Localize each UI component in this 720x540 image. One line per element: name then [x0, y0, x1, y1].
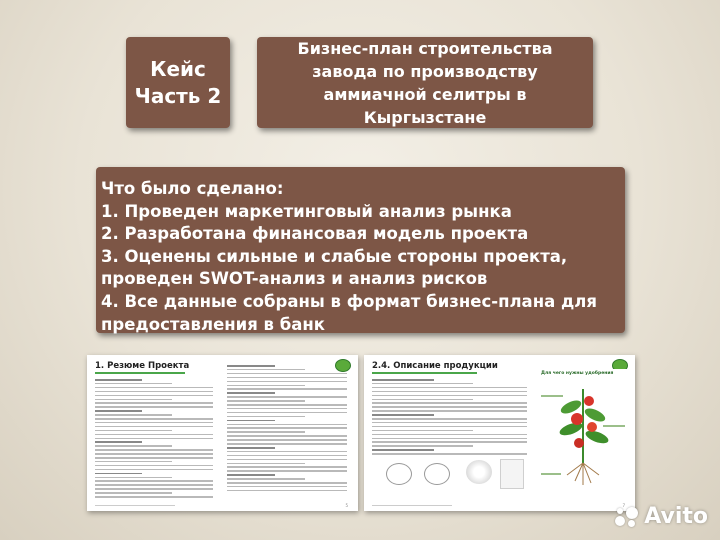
- fertilizer-diagram: [537, 369, 629, 499]
- doc-text-line: [95, 473, 142, 475]
- doc-text-line: [95, 488, 213, 490]
- avito-watermark: [614, 503, 708, 529]
- doc-text-line: [95, 387, 213, 389]
- doc-text-line: [372, 453, 527, 455]
- doc-text-line: [95, 445, 172, 447]
- doc-text-line: [95, 418, 213, 420]
- doc-text-line: [227, 435, 347, 437]
- doc-text-line: [227, 455, 347, 457]
- chemical-formula-icon: [386, 463, 412, 485]
- doc-text-line: [227, 365, 275, 367]
- doc-title: 2.4. Описание продукции: [372, 361, 498, 371]
- doc-text-line: [95, 441, 142, 443]
- doc-text-line: [227, 385, 305, 387]
- work-done-item: 4. Все данные собраны в формат бизнес-плана для: [101, 291, 597, 311]
- doc-text-line: [227, 420, 275, 422]
- work-done-heading: Что было сделано:: [101, 179, 284, 198]
- doc-text-line: [95, 410, 142, 412]
- doc-text-line: [95, 469, 213, 471]
- doc-text-line: [227, 369, 305, 371]
- doc-text-line: [372, 391, 527, 393]
- doc-text-line: [95, 484, 213, 486]
- doc-text-line: [95, 492, 172, 494]
- doc-text-line: [95, 496, 213, 498]
- doc-title-underline: [95, 372, 185, 374]
- doc-text-line: [372, 438, 527, 440]
- doc-title-underline: [372, 372, 477, 374]
- doc-text-line: [227, 431, 305, 433]
- doc-text-line: [227, 424, 347, 426]
- doc-text-line: [227, 447, 275, 449]
- fertilizer-powder-image: [466, 460, 492, 484]
- document-thumbnail-product: [364, 355, 635, 511]
- doc-text-line: [372, 445, 473, 447]
- doc-text-line: [227, 474, 275, 476]
- avito-watermark-text: Avito: [644, 503, 708, 529]
- work-done-item: 3. Оценены сильные и слабые стороны проекта,: [101, 246, 568, 266]
- case-card: [126, 37, 230, 128]
- doc-text-line: [95, 383, 172, 385]
- work-done-card: [96, 167, 625, 333]
- doc-page-number: 5: [345, 503, 348, 508]
- doc-text-line: [227, 482, 347, 484]
- doc-text-line: [95, 426, 213, 428]
- doc-text-line: [95, 434, 213, 436]
- doc-text-line: [227, 443, 347, 445]
- part-label: Часть 2: [134, 83, 222, 108]
- doc-text-line: [227, 412, 347, 414]
- doc-text-line: [372, 399, 473, 401]
- doc-text-line: [95, 457, 213, 459]
- doc-text-line: [227, 416, 305, 418]
- work-done-item: 1. Проведен маркетинговый анализ рынка: [101, 201, 512, 221]
- chemical-formula-icon: [424, 463, 450, 485]
- diagram-title: Для чего нужны удобрения: [541, 371, 614, 376]
- doc-footer: [372, 505, 452, 506]
- plant-illustration-icon: [537, 377, 629, 497]
- doc-text-line: [95, 453, 213, 455]
- doc-text-line: [227, 408, 347, 410]
- fertilizer-bag-image: [500, 459, 524, 489]
- doc-text-line: [227, 400, 305, 402]
- doc-text-line: [95, 399, 172, 401]
- doc-text-line: [227, 404, 347, 406]
- doc-text-line: [227, 381, 347, 383]
- doc-text-line: [95, 480, 213, 482]
- doc-text-line: [95, 430, 172, 432]
- case-label: Кейс: [150, 56, 206, 81]
- doc-page-number: 7: [622, 503, 625, 508]
- doc-text-line: [372, 426, 527, 428]
- doc-text-line: [95, 379, 142, 381]
- doc-text-line: [227, 459, 347, 461]
- doc-text-line: [227, 490, 347, 492]
- doc-text-line: [95, 391, 213, 393]
- doc-text-line: [372, 422, 527, 424]
- doc-text-line: [95, 449, 213, 451]
- doc-text-line: [95, 395, 213, 397]
- doc-text-line: [227, 478, 305, 480]
- doc-text-line: [372, 441, 527, 443]
- doc-footer: [95, 505, 175, 506]
- doc-text-line: [95, 422, 213, 424]
- doc-text-line: [372, 402, 527, 404]
- doc-text-line: [227, 373, 347, 375]
- company-logo-icon: [335, 359, 351, 372]
- doc-text-line: [372, 434, 527, 436]
- doc-text-line: [227, 388, 347, 390]
- doc-text-line: [227, 396, 347, 398]
- work-done-item: проведен SWOT-анализ и анализ рисков: [101, 269, 488, 289]
- work-done-item: предоставления в банк: [101, 314, 325, 334]
- doc-text-line: [227, 377, 347, 379]
- doc-text-line: [227, 486, 347, 488]
- doc-text-line: [227, 427, 347, 429]
- doc-text-line: [372, 387, 527, 389]
- doc-text-line: [372, 379, 434, 381]
- doc-text-line: [372, 383, 473, 385]
- project-title: Бизнес-план строительства завода по производству аммиачной селитры в Кыргызстане: [297, 38, 553, 127]
- doc-text-line: [227, 439, 347, 441]
- doc-text-line: [95, 414, 172, 416]
- doc-text-line: [372, 430, 473, 432]
- doc-text-line: [95, 477, 172, 479]
- doc-text-line: [95, 465, 213, 467]
- doc-text-line: [227, 470, 347, 472]
- doc-text-line: [95, 438, 213, 440]
- work-done-item: 2. Разработана финансовая модель проекта: [101, 224, 529, 244]
- doc-text-line: [372, 418, 527, 420]
- document-thumbnail-summary: [87, 355, 358, 511]
- doc-text-line: [372, 414, 434, 416]
- doc-text-line: [227, 463, 305, 465]
- doc-text-line: [227, 466, 347, 468]
- title-card: [257, 37, 593, 128]
- doc-title: 1. Резюме Проекта: [95, 361, 190, 371]
- doc-text-line: [95, 402, 213, 404]
- avito-logo-icon: [614, 503, 640, 529]
- doc-text-line: [372, 395, 527, 397]
- doc-text-line: [95, 461, 172, 463]
- doc-text-line: [227, 451, 347, 453]
- doc-text-line: [372, 449, 434, 451]
- doc-text-line: [227, 392, 275, 394]
- doc-text-line: [95, 406, 213, 408]
- doc-text-line: [372, 406, 527, 408]
- doc-text-line: [372, 410, 527, 412]
